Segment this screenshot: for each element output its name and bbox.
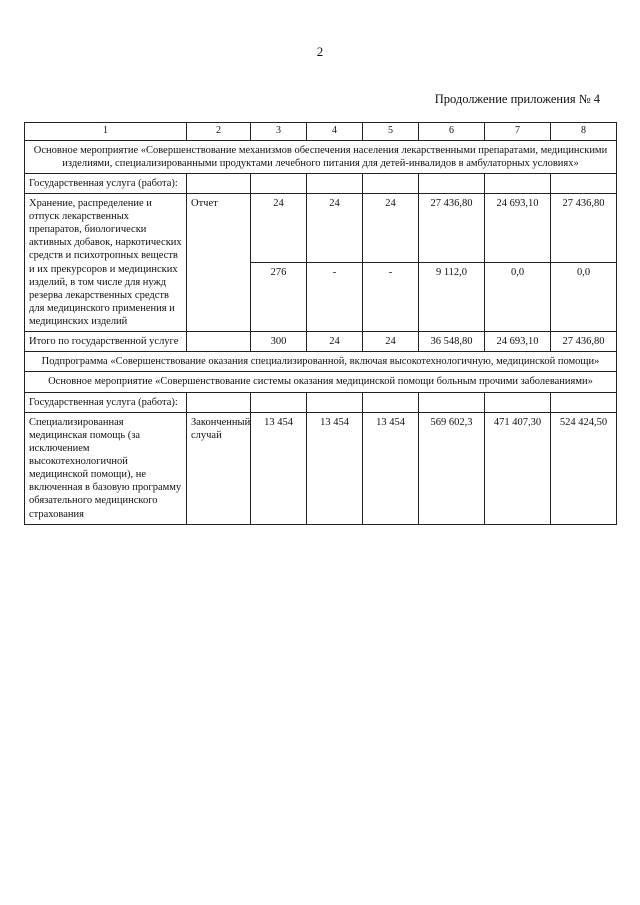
table-row xyxy=(25,193,617,262)
column-number: 7 xyxy=(485,123,551,141)
value-cell: 24 xyxy=(363,193,419,262)
page-number: 2 xyxy=(316,44,324,59)
service-label: Государственная услуга (работа): xyxy=(25,392,187,412)
value-cell: 24 xyxy=(307,332,363,352)
column-number: 1 xyxy=(25,123,187,141)
value-cell: 524 424,50 xyxy=(551,412,617,524)
value-cell: 0,0 xyxy=(551,263,617,332)
value-cell: 24 693,10 xyxy=(485,332,551,352)
value-cell: 13 454 xyxy=(363,412,419,524)
column-header-row xyxy=(25,123,617,141)
value-cell: 24 xyxy=(363,332,419,352)
value-cell: 27 436,80 xyxy=(551,332,617,352)
value-cell: 471 407,30 xyxy=(485,412,551,524)
column-number: 5 xyxy=(363,123,419,141)
service-label-row xyxy=(25,173,617,193)
subprogram-row xyxy=(25,352,617,372)
section-title: Основное мероприятие «Совершенствование механизмов обеспечения населения лекарственными препаратами, медицинскими изделиями, специализированными продуктами лечебного питания для детей-инвалидов в амбулаторных условиях» xyxy=(25,140,617,173)
appendix-table xyxy=(24,122,617,525)
column-number: 4 xyxy=(307,123,363,141)
column-number: 3 xyxy=(251,123,307,141)
service-label: Государственная услуга (работа): xyxy=(25,173,187,193)
value-cell: 13 454 xyxy=(251,412,307,524)
value-cell: 24 693,10 xyxy=(485,193,551,262)
appendix-label: Продолжение приложения № 4 xyxy=(434,92,600,106)
value-cell: 27 436,80 xyxy=(419,193,485,262)
value-cell: 24 xyxy=(251,193,307,262)
value-cell: 13 454 xyxy=(307,412,363,524)
section-row xyxy=(25,140,617,173)
unit-cell: Отчет xyxy=(187,193,251,331)
value-cell: 9 112,0 xyxy=(419,263,485,332)
value-cell: 569 602,3 xyxy=(419,412,485,524)
value-cell: - xyxy=(363,263,419,332)
unit-cell: Законченный случай xyxy=(187,412,251,524)
service-name: Хранение, распределение и отпуск лекарственных препаратов, биологически активных добавок, наркотических средств и психотропных веществ и их прекурсоров и медицинских изделий, в том числе для нужд резерва лекарственных средств для медицинского применения и медицинских изделий xyxy=(25,193,187,331)
value-cell: 24 xyxy=(307,193,363,262)
value-cell: 276 xyxy=(251,263,307,332)
column-number: 6 xyxy=(419,123,485,141)
column-number: 2 xyxy=(187,123,251,141)
total-label: Итого по государственной услуге xyxy=(25,332,187,352)
subprogram-title: Подпрограмма «Совершенствование оказания специализированной, включая высокотехнологичную, медицинской помощи» xyxy=(25,352,617,372)
section-row xyxy=(25,372,617,392)
total-row xyxy=(25,332,617,352)
column-number: 8 xyxy=(551,123,617,141)
value-cell: 36 548,80 xyxy=(419,332,485,352)
table-row xyxy=(25,412,617,524)
value-cell: 27 436,80 xyxy=(551,193,617,262)
service-name: Специализированная медицинская помощь (за исключением высокотехнологичной медицинской помощи), не включенная в базовую программу обязательного медицинского страхования xyxy=(25,412,187,524)
section-title: Основное мероприятие «Совершенствование системы оказания медицинской помощи больным прочими заболеваниями» xyxy=(25,372,617,392)
value-cell: 0,0 xyxy=(485,263,551,332)
service-label-row xyxy=(25,392,617,412)
value-cell: 300 xyxy=(251,332,307,352)
value-cell: - xyxy=(307,263,363,332)
